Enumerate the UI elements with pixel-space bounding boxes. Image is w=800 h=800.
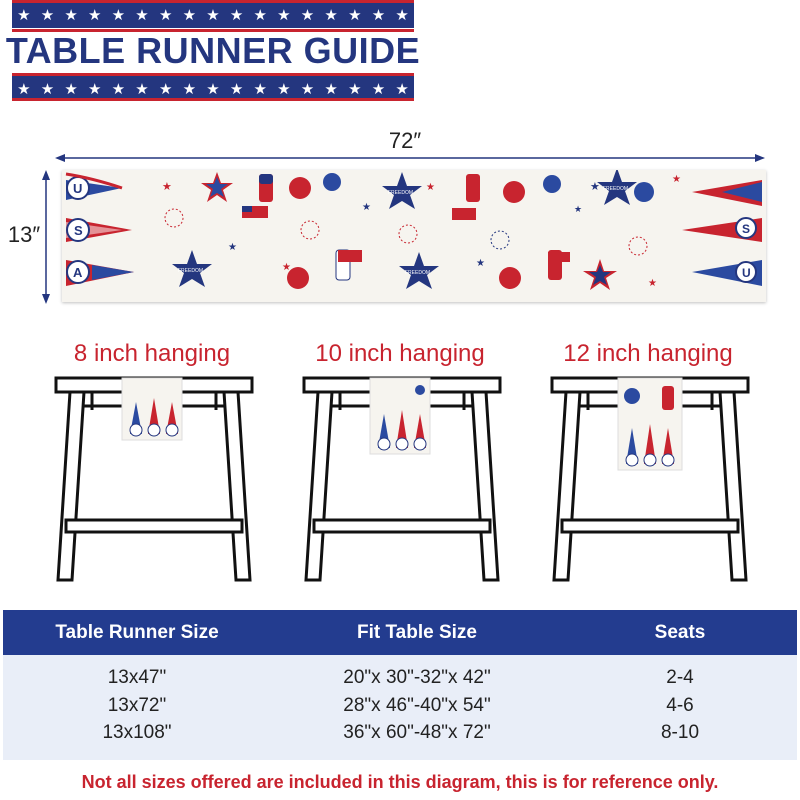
svg-text:FREEDOM: FREEDOM — [603, 186, 628, 192]
balloon-icon — [634, 182, 654, 202]
length-dimension-arrow — [55, 150, 765, 166]
freedom-badge — [382, 172, 422, 209]
star-icon: ★ — [158, 79, 173, 98]
flag-icon — [548, 252, 570, 262]
star-icon: ★ — [324, 79, 338, 98]
width-dimension-arrow — [38, 170, 54, 304]
runner-size-cell: 13x72" — [107, 695, 167, 716]
firework-icon — [301, 221, 319, 239]
svg-text:★: ★ — [426, 182, 435, 193]
size-table-body — [3, 655, 797, 760]
svg-text:★: ★ — [476, 258, 485, 269]
star-icon: ★ — [371, 5, 386, 24]
seats-cell: 2-4 — [666, 667, 694, 688]
runner-size-cell: 13x47" — [107, 667, 167, 688]
table-runner-illustration — [62, 170, 766, 302]
header-seats: Seats — [654, 621, 706, 643]
star-icon: ★ — [135, 5, 149, 24]
star-icon: ★ — [371, 79, 386, 98]
size-table-header — [3, 610, 797, 655]
gnome-left-mid — [66, 218, 132, 242]
star-icon: ★ — [395, 5, 409, 24]
gnome-right-top — [692, 180, 762, 206]
badge-star — [583, 259, 617, 290]
star-icon: ★ — [182, 79, 197, 98]
firework-icon — [399, 225, 417, 243]
svg-text:★: ★ — [362, 202, 371, 213]
page-title: TABLE RUNNER GUIDE — [5, 29, 421, 71]
star-icon: ★ — [324, 5, 338, 24]
hanging-runner-12 — [618, 378, 682, 470]
gnome-left-top — [66, 174, 122, 200]
star-icon: ★ — [206, 79, 220, 98]
table-row — [3, 667, 797, 689]
header-fit-table-size: Fit Table Size — [356, 621, 477, 643]
star-icon: ★ — [300, 79, 315, 98]
star-icon: ★ — [64, 79, 78, 98]
svg-text:U: U — [73, 181, 83, 196]
width-dimension-label: 13″ — [7, 222, 41, 247]
star-icon: ★ — [348, 5, 362, 24]
star-icon: ★ — [111, 5, 126, 24]
star-strip-top — [12, 2, 414, 28]
star-icon: ★ — [64, 5, 78, 24]
svg-text:★: ★ — [574, 205, 583, 215]
heart-icon — [289, 177, 311, 199]
star-icon: ★ — [395, 79, 409, 98]
star-icon: ★ — [158, 5, 173, 24]
star-icon: ★ — [40, 79, 55, 98]
star-icon: ★ — [253, 5, 267, 24]
svg-text:★: ★ — [672, 174, 681, 185]
hanging-runner-10 — [370, 378, 430, 454]
svg-text:S: S — [742, 222, 751, 236]
star-icon: ★ — [277, 79, 291, 98]
runner-size-cell: 13x108" — [102, 722, 172, 743]
svg-text:A: A — [73, 265, 83, 280]
seats-cell: 4-6 — [666, 695, 694, 716]
footnote: Not all sizes offered are included in this diagram, this is for reference only. — [81, 772, 719, 792]
length-dimension-label: 72″ — [388, 128, 422, 153]
gnome-right-mid — [682, 218, 762, 242]
hanging-label-8: 8 inch hanging — [73, 340, 231, 367]
table-row — [3, 722, 797, 744]
heart-icon — [499, 267, 521, 289]
star-icon: ★ — [88, 5, 102, 24]
flag-icon — [452, 208, 476, 220]
freedom-badge — [399, 252, 439, 289]
star-icon: ★ — [253, 79, 267, 98]
fit-size-cell: 28"x 46"-40"x 54" — [343, 695, 491, 716]
seats-cell: 8-10 — [660, 722, 700, 743]
svg-text:FREEDOM: FREEDOM — [388, 190, 413, 196]
svg-text:S: S — [74, 223, 83, 238]
star-icon: ★ — [135, 79, 149, 98]
star-icon: ★ — [17, 79, 31, 98]
firework-icon — [629, 237, 647, 255]
gnome-left-bottom — [66, 260, 134, 286]
table-row — [3, 695, 797, 717]
svg-text:U: U — [742, 266, 751, 280]
star-icon: ★ — [300, 5, 315, 24]
balloon-icon — [323, 173, 341, 191]
firework-icon — [165, 209, 183, 227]
flag-icon — [338, 250, 362, 262]
hanging-runner-8 — [122, 378, 182, 440]
star-icon: ★ — [182, 5, 197, 24]
star-icon: ★ — [348, 79, 362, 98]
star-icon: ★ — [111, 79, 126, 98]
svg-text:★: ★ — [590, 180, 600, 193]
firework-icon — [491, 231, 509, 249]
hanging-label-12: 12 inch hanging — [563, 340, 733, 367]
star-icon: ★ — [40, 5, 55, 24]
svg-text:★: ★ — [162, 180, 172, 193]
freedom-badge — [597, 170, 637, 205]
star-icon: ★ — [88, 79, 102, 98]
balloon-icon — [543, 175, 561, 193]
header-runner-size: Table Runner Size — [55, 621, 219, 643]
star-strip-bottom — [12, 73, 414, 101]
svg-text:★: ★ — [228, 242, 237, 253]
svg-text:FREEDOM: FREEDOM — [178, 268, 203, 274]
fit-size-cell: 20"x 30"-32"x 42" — [343, 667, 491, 688]
svg-text:FREEDOM: FREEDOM — [405, 270, 430, 276]
runner-pattern — [62, 170, 766, 302]
hanging-label-10: 10 inch hanging — [315, 340, 485, 367]
table-illustrations — [0, 370, 800, 585]
star-icon: ★ — [229, 79, 244, 98]
star-icon: ★ — [229, 5, 244, 24]
star-icon: ★ — [206, 5, 220, 24]
svg-text:★: ★ — [648, 278, 657, 289]
freedom-badge — [172, 250, 212, 287]
badge-star — [201, 172, 233, 202]
star-icon: ★ — [17, 5, 31, 24]
bottle-icon — [466, 174, 480, 202]
star-icon: ★ — [277, 5, 291, 24]
svg-text:★: ★ — [282, 262, 291, 273]
fit-size-cell: 36"x 60"-48"x 72" — [343, 722, 491, 743]
heart-icon — [503, 181, 525, 203]
gnome-right-bottom — [692, 260, 762, 286]
